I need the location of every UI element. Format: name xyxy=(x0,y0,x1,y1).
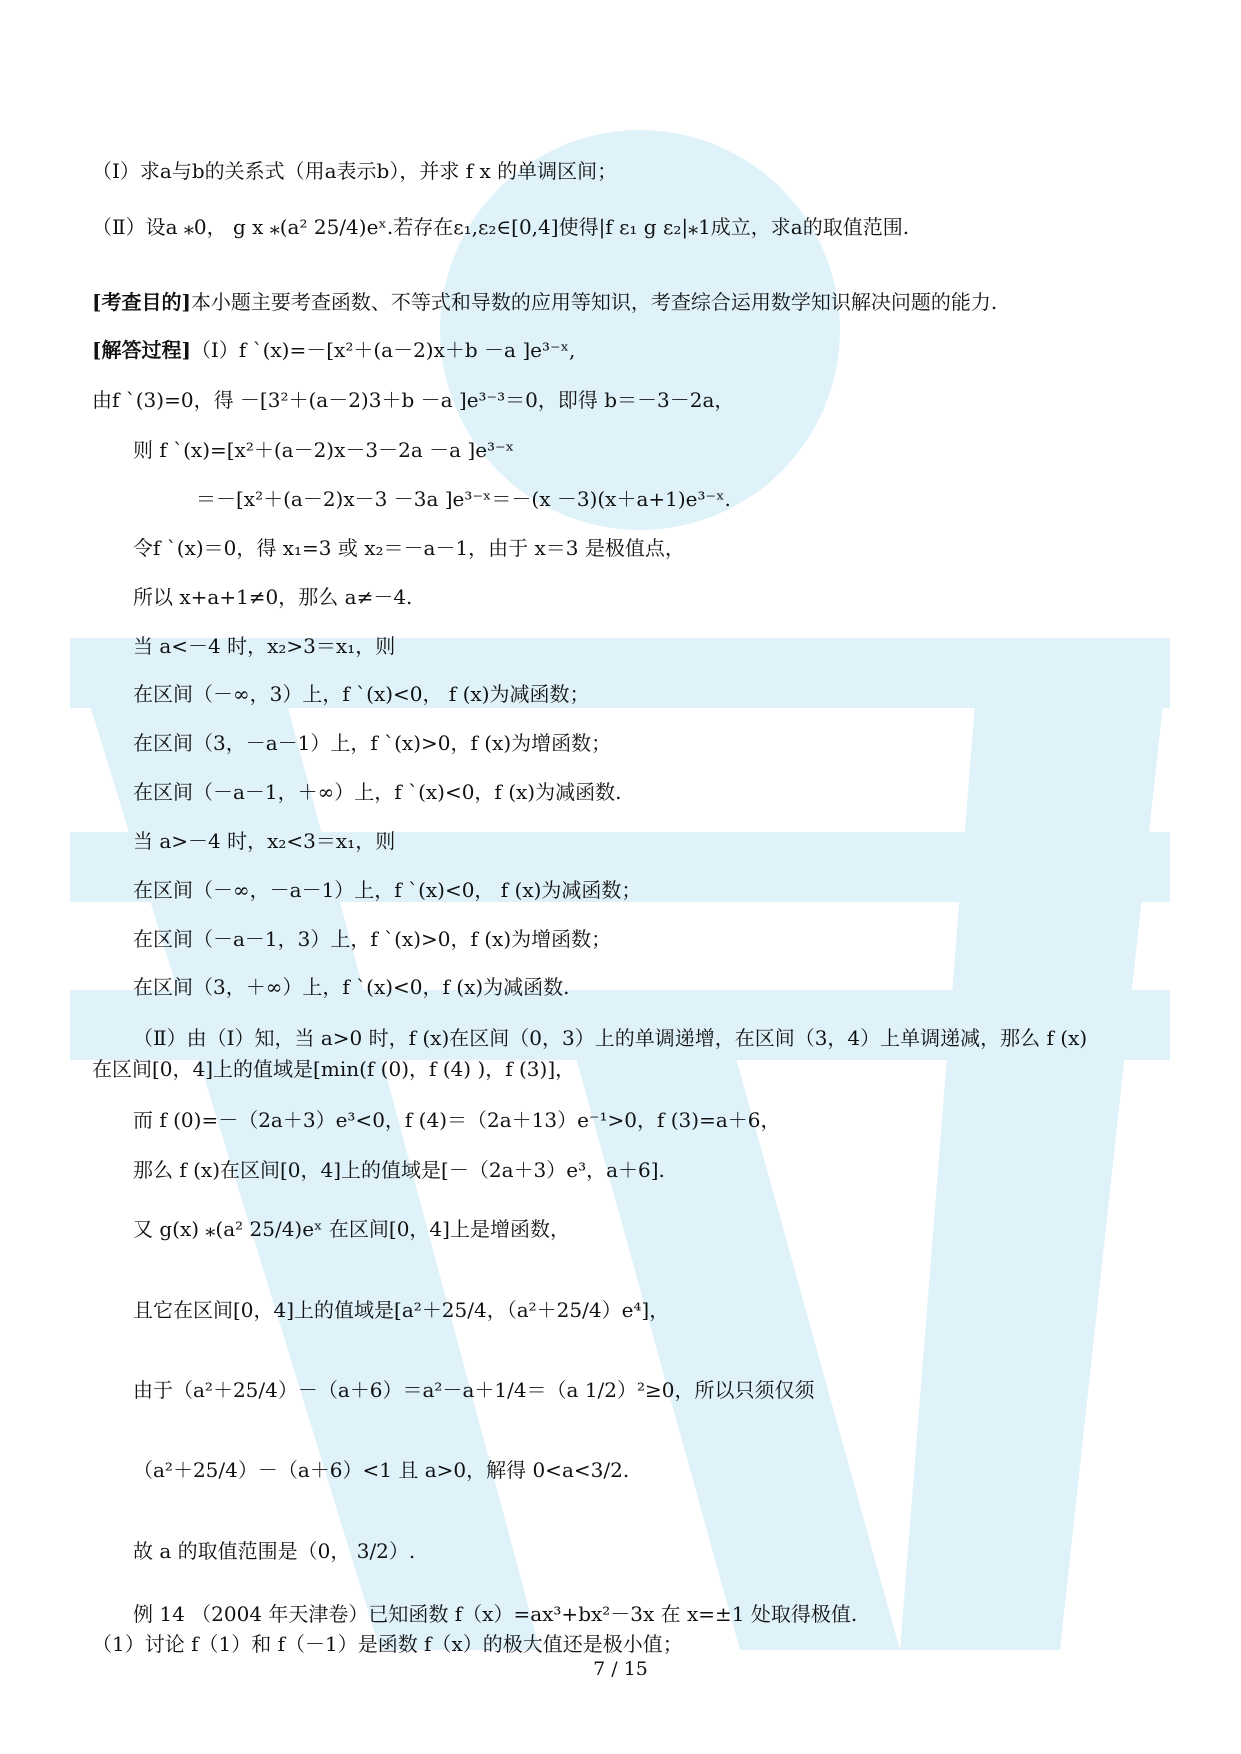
solution-line: 而 f (0)=－（2a＋3）e³<0，f (4)＝（2a＋13）e⁻¹>0，f (3)=a＋6， xyxy=(133,1108,781,1132)
page-number: 7 / 15 xyxy=(593,1658,648,1680)
question-part-1: （Ⅰ）求a与b的关系式（用a表示b），并求 f x 的单调区间； xyxy=(92,159,618,183)
solution-line: 当 a<－4 时，x₂>3＝x₁，则 xyxy=(133,634,396,658)
solution-line: 由f `(3)=0，得 －[3²＋(a－2)3＋b －a ]e³⁻³＝0，即得 b＝－3－2a， xyxy=(92,388,735,412)
solution-line: 在区间（－a－1，＋∞）上，f `(x)<0，f (x)为减函数. xyxy=(133,780,622,804)
solution-line: 且它在区间[0，4]上的值域是[a²＋25/4，（a²＋25/4）e⁴]， xyxy=(133,1298,670,1322)
exam-purpose xyxy=(92,288,997,316)
exam-purpose-label: [考查目的] xyxy=(92,290,191,314)
solution-start xyxy=(92,336,575,364)
solution-line: 又 g(x) ⁎(a² 25/4)eˣ 在区间[0，4]上是增函数， xyxy=(133,1217,570,1241)
solution-derivative: （Ⅰ）f `(x)=－[x²＋(a－2)x＋b －a ]e³⁻ˣ, xyxy=(190,338,576,362)
solution-line: 那么 f (x)在区间[0，4]上的值域是[－（2a＋3）e³，a＋6]. xyxy=(133,1158,665,1182)
solution-line: 所以 x+a+1≠0，那么 a≠－4. xyxy=(133,585,413,609)
solution-line: 当 a>－4 时，x₂<3＝x₁，则 xyxy=(133,829,396,853)
example-heading: 例 14 （2004 年天津卷）已知函数 f（x）=ax³+bx²－3x 在 x=±1 处取得极值. xyxy=(133,1602,858,1626)
exam-purpose-text: 本小题主要考查函数、不等式和导数的应用等知识，考查综合运用数学知识解决问题的能力. xyxy=(190,290,998,314)
solution-line: （a²＋25/4）－（a＋6）<1 且 a>0，解得 0<a<3/2. xyxy=(133,1458,630,1482)
solution-line: 则 f `(x)=[x²＋(a－2)x－3－2a －a ]e³⁻ˣ xyxy=(133,438,515,462)
solution-line: ＝－[x²＋(a－2)x－3 －3a ]e³⁻ˣ＝－(x －3)(x＋a+1)e³⁻ˣ. xyxy=(196,487,731,511)
solution-line: 令f `(x)＝0，得 x₁=3 或 x₂＝－a－1，由于 x＝3 是极值点， xyxy=(133,536,685,560)
example-question: （1）讨论 f（1）和 f（－1）是函数 f（x）的极大值还是极小值； xyxy=(92,1632,683,1656)
question-part-2: （Ⅱ）设a ⁎0， g x ⁎(a² 25/4)eˣ.若存在ε₁,ε₂∈[0,4]使得|f ε₁ g ε₂|⁎1成立，求a的取值范围. xyxy=(92,215,910,239)
solution-line: 由于（a²＋25/4）－（a＋6）＝a²－a＋1/4＝（a 1/2）²≥0，所以只须仅须 xyxy=(133,1378,815,1402)
solution-line: 在区间（－a－1，3）上，f `(x)>0，f (x)为增函数； xyxy=(133,927,612,951)
solution-line: 在区间[0，4]上的值域是[min(f (0)，f (4) )，f (3)]， xyxy=(92,1057,576,1081)
solution-line: 在区间（3，＋∞）上，f `(x)<0，f (x)为减函数. xyxy=(133,975,570,999)
solution-label: [解答过程] xyxy=(92,338,191,362)
solution-line: 在区间（－∞，－a－1）上，f `(x)<0， f (x)为减函数； xyxy=(133,878,642,902)
solution-line: 在区间（－∞，3）上，f `(x)<0， f (x)为减函数； xyxy=(133,682,590,706)
solution-conclusion: 故 a 的取值范围是（0， 3/2）. xyxy=(133,1539,416,1563)
solution-line: （Ⅱ）由（Ⅰ）知，当 a>0 时，f (x)在区间（0，3）上的单调递增，在区间（3，4）上单调递减，那么 f (x) xyxy=(133,1026,1088,1050)
solution-line: 在区间（3，－a－1）上，f `(x)>0，f (x)为增函数； xyxy=(133,731,612,755)
